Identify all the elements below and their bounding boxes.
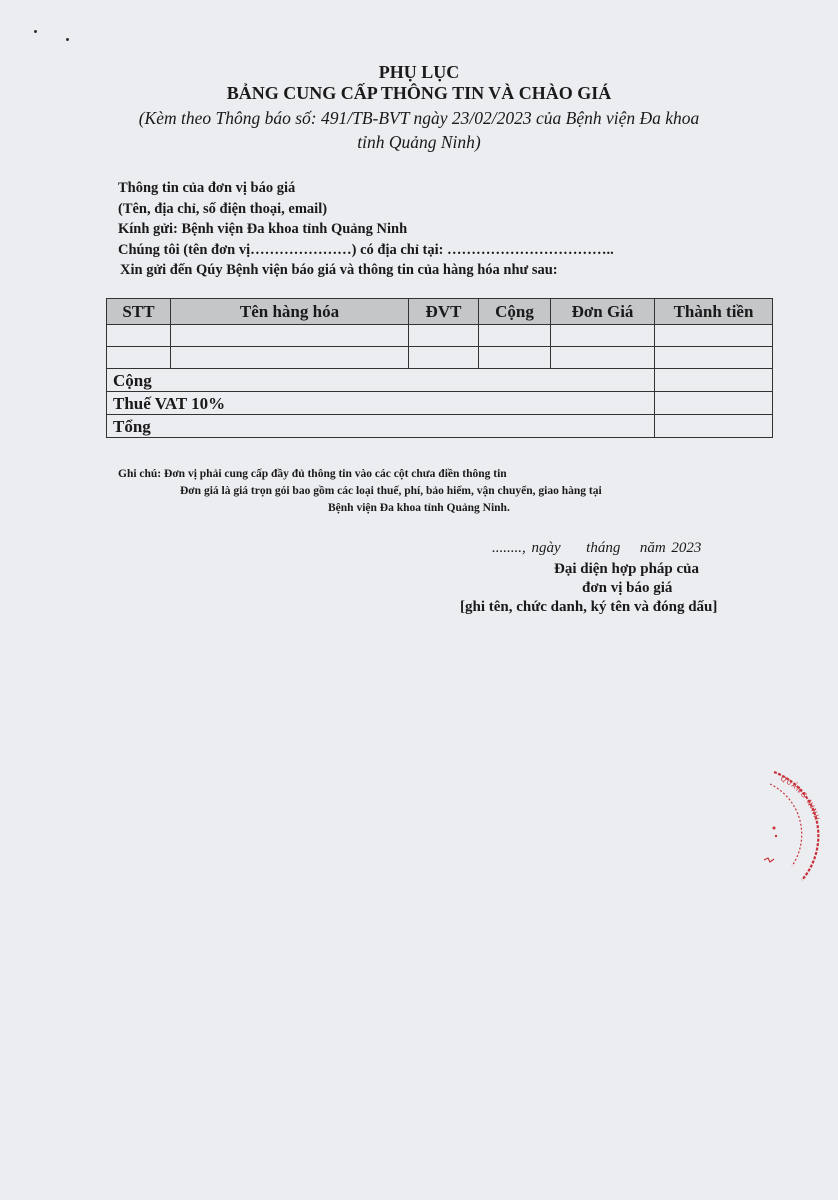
subtotal-value xyxy=(655,369,773,392)
table-cell xyxy=(171,325,409,347)
column-header-stt: STT xyxy=(107,299,171,325)
recipient-line: Kính gửi: Bệnh viện Đa khoa tỉnh Quảng Ninh xyxy=(118,221,408,237)
column-header-total: Thành tiền xyxy=(655,299,773,325)
signer-title: Đại diện hợp pháp của xyxy=(554,561,700,577)
appendix-title: PHỤ LỤC xyxy=(378,62,460,82)
table-cell xyxy=(171,347,409,369)
request-line: Xin gửi đến Qúy Bệnh viện báo giá và thông tin của hàng hóa như sau: xyxy=(120,262,558,278)
table-cell xyxy=(551,347,655,369)
table-cell xyxy=(551,325,655,347)
date-place: ........, ngày xyxy=(492,540,561,556)
date-year: năm 2023 xyxy=(639,540,702,556)
table-cell xyxy=(479,325,551,347)
form-title: BẢNG CUNG CẤP THÔNG TIN VÀ CHÀO GIÁ xyxy=(226,83,612,103)
vat-row xyxy=(107,392,773,415)
grand-total-label: Tổng xyxy=(107,415,655,438)
info-line: (Tên, địa chỉ, số điện thoại, email) xyxy=(118,200,328,217)
info-line: Thông tin của đơn vị báo giá xyxy=(118,180,296,196)
note-line: Đơn giá là giá trọn gói bao gồm các loại thuế, phí, bảo hiểm, vận chuyển, giao hàng tại xyxy=(180,485,602,497)
vat-label: Thuế VAT 10% xyxy=(107,392,655,415)
note-line: Bệnh viện Đa khoa tỉnh Quảng Ninh. xyxy=(328,502,510,514)
note-line: Ghi chú: Đơn vị phải cung cấp đầy đủ thông tin vào các cột chưa điền thông tin xyxy=(118,468,507,480)
company-line: Chúng tôi (tên đơn vị…………………) có địa chỉ tại: …………………………….. xyxy=(118,241,614,258)
table-cell xyxy=(107,347,171,369)
signature-block xyxy=(440,540,800,616)
table-row xyxy=(107,347,773,369)
table-cell xyxy=(409,347,479,369)
table-cell xyxy=(479,347,551,369)
notes xyxy=(118,466,602,517)
grand-total-row xyxy=(107,415,773,438)
signer-org: đơn vị báo giá xyxy=(582,580,673,596)
date-month: tháng xyxy=(586,540,621,556)
scan-speck xyxy=(66,38,69,41)
table-cell xyxy=(655,325,773,347)
table-row xyxy=(107,325,773,347)
signing-instruction: [ghi tên, chức danh, ký tên và đóng dấu] xyxy=(460,599,718,615)
column-header-unit-price: Đơn Giá xyxy=(551,299,655,325)
table-header-row xyxy=(107,299,773,325)
column-header-item-name: Tên hàng hóa xyxy=(171,299,409,325)
reference-line: (Kèm theo Thông báo số: 491/TB-BVT ngày 23/02/2023 của Bệnh viện Đa khoa xyxy=(138,108,700,128)
table-cell xyxy=(107,325,171,347)
quote-table xyxy=(106,298,773,438)
table-cell xyxy=(409,325,479,347)
reference-line-cont: tỉnh Quảng Ninh) xyxy=(357,132,481,152)
column-header-quantity: Cộng xyxy=(479,299,551,325)
date-line xyxy=(492,540,800,557)
supplier-info xyxy=(118,178,614,281)
subtotal-row xyxy=(107,369,773,392)
document-header xyxy=(60,62,778,154)
table-cell xyxy=(655,347,773,369)
vat-value xyxy=(655,392,773,415)
scan-speck xyxy=(34,30,37,33)
red-stamp-seal xyxy=(750,762,838,892)
subtotal-label: Cộng xyxy=(107,369,655,392)
grand-total-value xyxy=(655,415,773,438)
stamp-text: QUẢNG NINH xyxy=(779,774,821,823)
column-header-unit: ĐVT xyxy=(409,299,479,325)
